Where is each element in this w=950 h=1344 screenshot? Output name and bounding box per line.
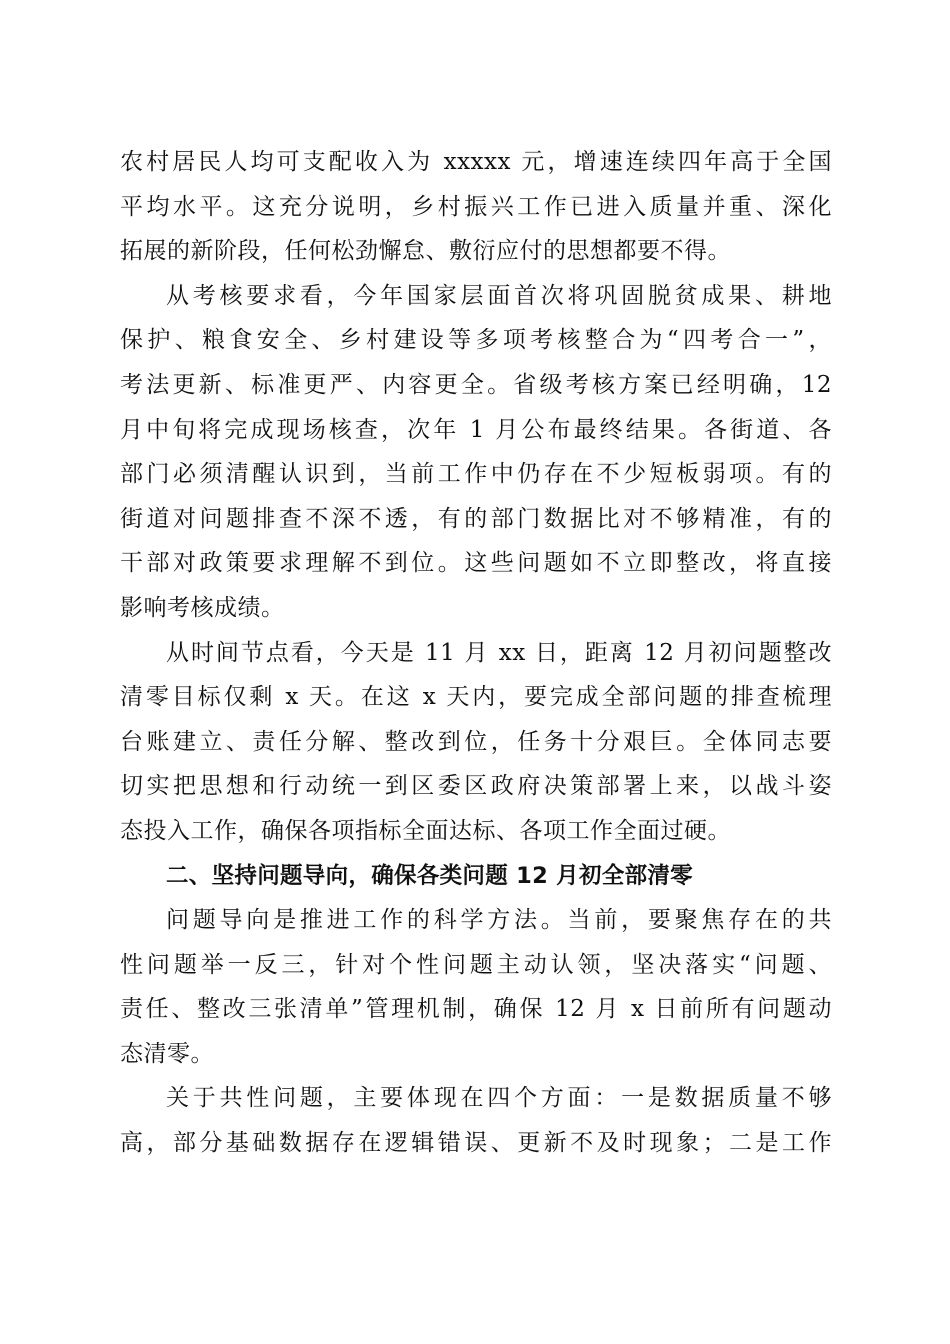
text-line: 街道对问题排查不深不透，有的部门数据比对不够精准，有的 <box>120 505 832 532</box>
text-line: 性问题举一反三，针对个性问题主动认领，坚决落实“问题、 <box>120 951 832 978</box>
text-line: 责任、整改三张清单”管理机制，确保 12 月 x 日前所有问题动 <box>120 996 832 1023</box>
text-line: 部门必须清醒认识到，当前工作中仍存在不少短板弱项。有的 <box>120 461 832 488</box>
text-line: 平均水平。这充分说明，乡村振兴工作已进入质量并重、深化 <box>120 193 832 220</box>
text-line: 月中旬将完成现场核查，次年 1 月公布最终结果。各街道、各 <box>120 416 832 443</box>
text-line: 保护、粮食安全、乡村建设等多项考核整合为“四考合一”， <box>120 327 832 354</box>
text-line: 态清零。 <box>120 1040 214 1067</box>
paragraph-start-line: 从时间节点看，今天是 11 月 xx 日，距离 12 月初问题整改 <box>166 639 832 666</box>
text-line: 拓展的新阶段，任何松劲懈怠、敷衍应付的思想都要不得。 <box>120 238 731 265</box>
text-line: 切实把思想和行动统一到区委区政府决策部署上来，以战斗姿 <box>120 773 832 800</box>
document-body <box>120 140 832 1166</box>
text-line: 清零目标仅剩 x 天。在这 x 天内，要完成全部问题的排查梳理 <box>120 684 832 711</box>
text-line: 影响考核成绩。 <box>120 594 285 621</box>
paragraph-start-line: 问题导向是推进工作的科学方法。当前，要聚焦存在的共 <box>166 907 832 934</box>
text-line: 考法更新、标准更严、内容更全。省级考核方案已经明确，12 <box>120 371 832 398</box>
section-heading: 二、坚持问题导向，确保各类问题 12 月初全部清零 <box>166 862 693 889</box>
text-line: 农村居民人均可支配收入为 xxxxx 元，增速连续四年高于全国 <box>120 149 832 175</box>
text-line: 态投入工作，确保各项指标全面达标、各项工作全面过硬。 <box>120 817 731 844</box>
paragraph-start-line: 关于共性问题，主要体现在四个方面：一是数据质量不够 <box>166 1085 832 1112</box>
text-line: 台账建立、责任分解、整改到位，任务十分艰巨。全体同志要 <box>120 728 832 755</box>
text-line: 干部对政策要求理解不到位。这些问题如不立即整改，将直接 <box>120 550 832 577</box>
text-line: 高，部分基础数据存在逻辑错误、更新不及时现象；二是工作 <box>120 1130 832 1157</box>
paragraph-start-line: 从考核要求看，今年国家层面首次将巩固脱贫成果、耕地 <box>166 282 832 309</box>
